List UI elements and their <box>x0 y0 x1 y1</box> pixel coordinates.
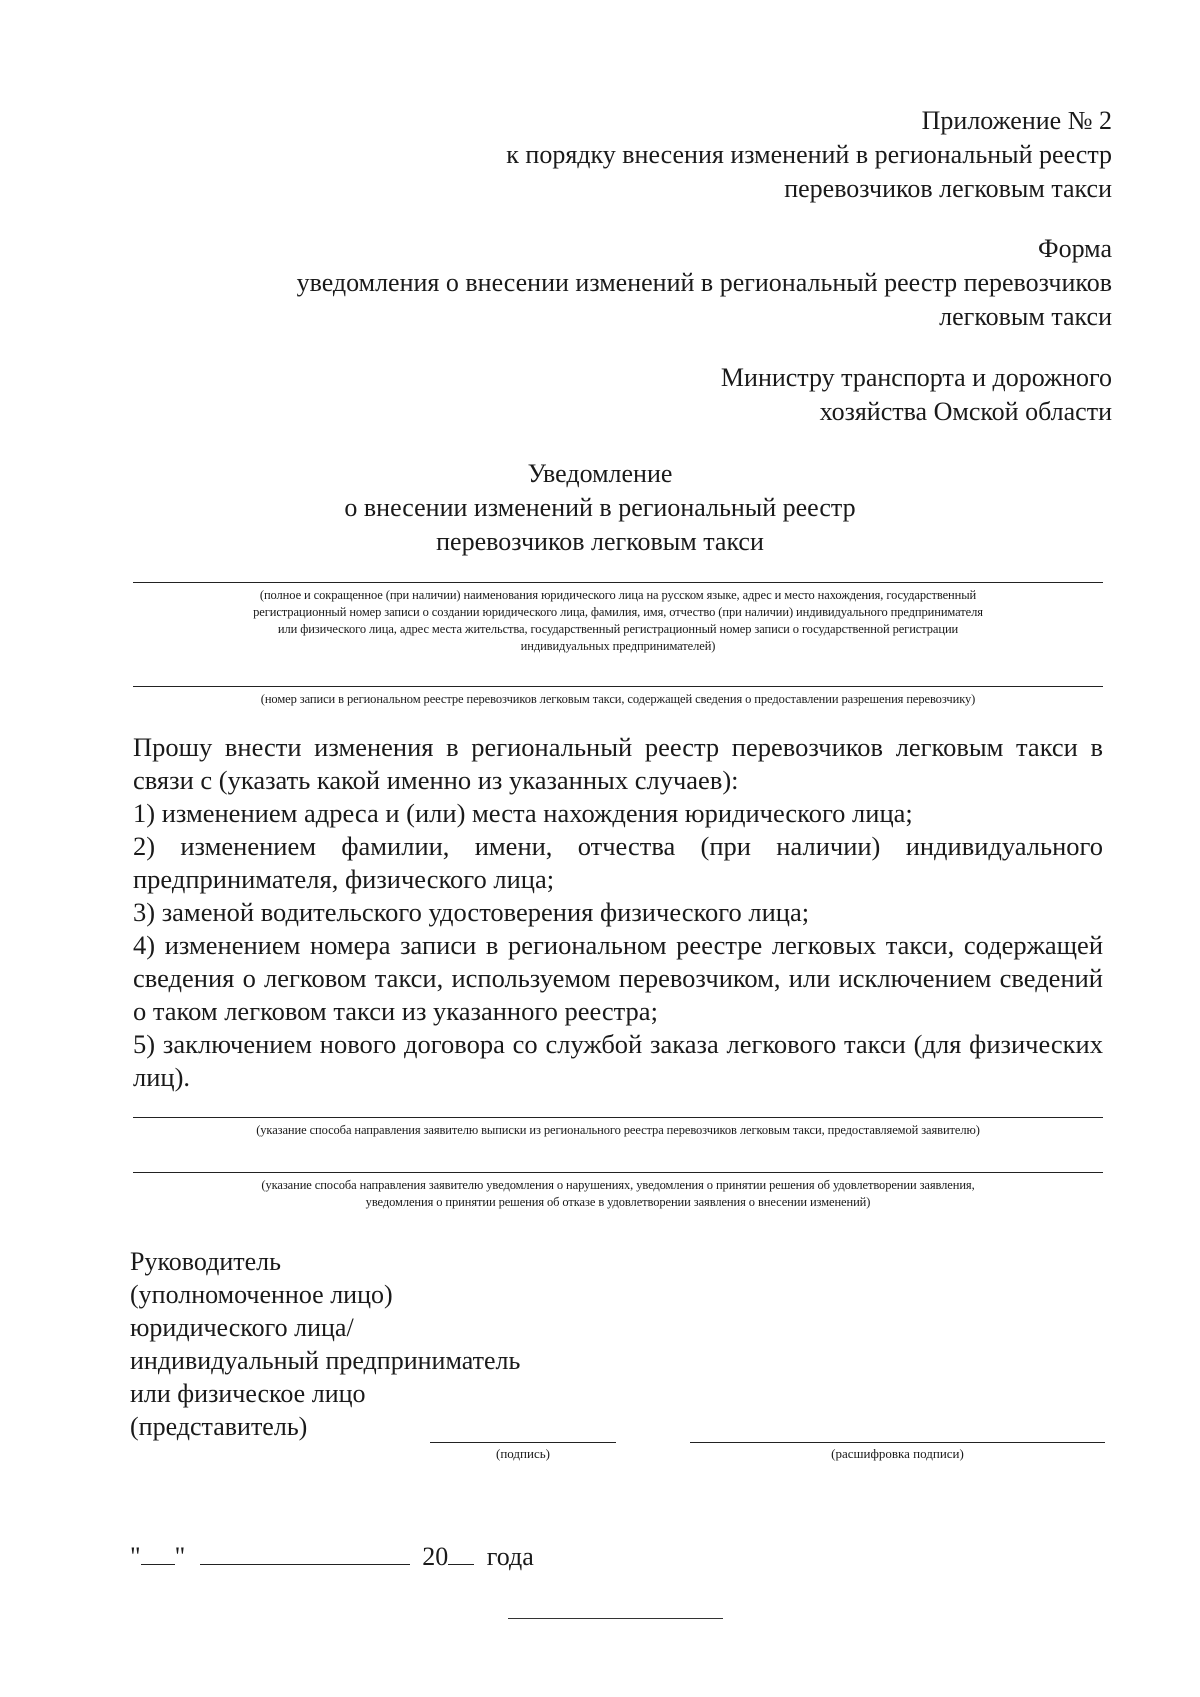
signer-line5: или физическое лицо <box>130 1379 366 1408</box>
appendix-reference-line1: к порядку внесения изменений в региональный реестр <box>506 140 1112 169</box>
year-prefix: 20 <box>422 1542 449 1571</box>
registry-number-caption: (номер записи в региональном реестре перевозчиков легковым такси, содержащей сведения о предоставлении разрешения перевозчику) <box>260 692 976 706</box>
signer-line6: (представитель) <box>130 1412 308 1441</box>
registry-number-fill-line[interactable] <box>133 686 1103 687</box>
date-open-quote: " <box>130 1542 141 1571</box>
extract-delivery-fill-line[interactable] <box>133 1117 1103 1118</box>
signer-line4: индивидуальный предприниматель <box>130 1346 521 1375</box>
month-fill-line[interactable] <box>200 1538 410 1565</box>
applicant-caption-line2: регистрационный номер записи о создании юридического лица, фамилия, имя, отчество (при наличии) индивидуального предпринимателя <box>253 605 983 619</box>
day-fill-line[interactable] <box>141 1538 175 1565</box>
applicant-fill-line[interactable] <box>133 582 1103 583</box>
notice-delivery-field <box>133 1172 1103 1211</box>
form-label: Форма <box>1038 234 1112 263</box>
signature-decode-caption: (расшифровка подписи) <box>831 1446 964 1461</box>
signature-decode-fill-line[interactable] <box>690 1442 1105 1443</box>
addressee-line1: Министру транспорта и дорожного <box>720 363 1112 392</box>
applicant-field <box>133 582 1103 655</box>
addressee-line2: хозяйства Омской области <box>819 397 1112 426</box>
form-header <box>297 232 1112 334</box>
signer-line3: юридического лица/ <box>130 1313 354 1342</box>
appendix-number: Приложение № 2 <box>921 106 1112 135</box>
end-divider <box>508 1618 723 1619</box>
applicant-caption-line4: индивидуальных предпринимателей) <box>520 639 716 653</box>
case-item-1: 1) изменением адреса и (или) места нахождения юридического лица; <box>133 798 913 828</box>
signature-caption: (подпись) <box>496 1446 550 1461</box>
appendix-reference-line2: перевозчиков легковым такси <box>784 174 1112 203</box>
addressee <box>721 361 1112 429</box>
notice-caption-line2: уведомления о принятии решения об отказе в удовлетворении заявления о внесении изменений) <box>365 1195 871 1209</box>
request-body <box>133 731 1103 1094</box>
form-description-line1: уведомления о внесении изменений в региональный реестр перевозчиков <box>296 268 1112 297</box>
notice-caption-line1: (указание способа направления заявителю уведомления о нарушениях, уведомления о принятии решения об удовлетворении заявления, <box>261 1178 975 1192</box>
registry-number-field <box>133 686 1103 708</box>
form-description-line2: легковым такси <box>939 302 1112 331</box>
document-title <box>88 457 1112 559</box>
applicant-caption <box>133 587 1103 655</box>
year-suffix: года <box>486 1542 534 1571</box>
signer-block <box>130 1245 520 1443</box>
signer-line1: Руководитель <box>130 1247 281 1276</box>
title-line2: о внесении изменений в региональный реестр <box>344 493 856 522</box>
extract-delivery-field <box>133 1117 1103 1139</box>
notice-delivery-fill-line[interactable] <box>133 1172 1103 1173</box>
title-line3: перевозчиков легковым такси <box>436 527 764 556</box>
applicant-caption-line3: или физического лица, адрес места жительства, государственный регистрационный номер записи о государственной регистрации <box>277 622 959 636</box>
date-row <box>130 1538 534 1574</box>
case-item-3: 3) заменой водительского удостоверения физического лица; <box>133 897 810 927</box>
case-item-2: 2) изменением фамилии, имени, отчества (при наличии) индивидуального предпринимателя, физического лица; <box>133 831 1103 894</box>
notice-delivery-caption <box>133 1177 1103 1211</box>
case-item-4: 4) изменением номера записи в региональном реестре легковых такси, содержащей сведения о легковом такси, используемом перевозчиком, или исключением сведений о таком легковом такси из указанного реестра; <box>133 930 1103 1026</box>
extract-delivery-caption: (указание способа направления заявителю выписки из регионального реестра перевозчиков легковым такси, предоставляемой заявителю) <box>256 1123 980 1137</box>
request-intro: Прошу внести изменения в региональный реестр перевозчиков легковым такси в связи с (указать какой именно из указанных случаев): <box>133 732 1103 795</box>
appendix-header <box>506 104 1112 206</box>
title-line1: Уведомление <box>527 459 673 488</box>
signature-fill-line[interactable] <box>430 1442 616 1443</box>
applicant-caption-line1: (полное и сокращенное (при наличии) наименования юридического лица на русском языке, адрес и место нахождения, государственный <box>259 588 977 602</box>
case-item-5: 5) заключением нового договора со службой заказа легкового такси (для физических лиц). <box>133 1029 1103 1092</box>
signer-line2: (уполномоченное лицо) <box>130 1280 393 1309</box>
date-close-quote: " <box>174 1542 186 1571</box>
year-fill-line[interactable] <box>448 1538 474 1565</box>
